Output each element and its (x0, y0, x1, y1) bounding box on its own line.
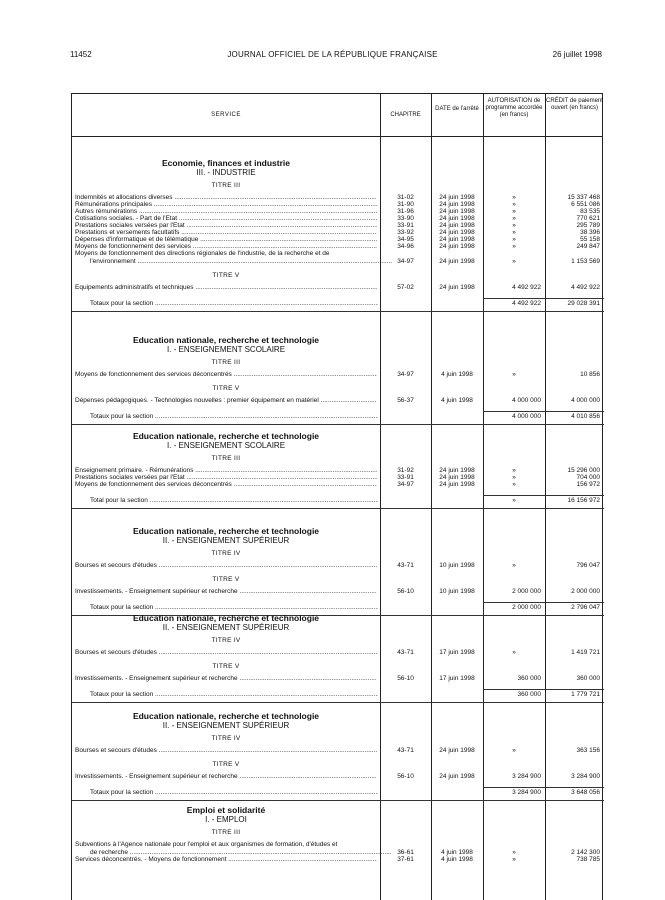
table-row (72, 562, 602, 570)
autorisation-cell: » (512, 258, 516, 265)
credit-cell: 2 000 000 (571, 588, 600, 595)
table-row (72, 675, 602, 683)
titre-heading: TITRE V (212, 385, 240, 392)
table-row-line (72, 250, 602, 258)
date-cell: 24 juin 1998 (439, 747, 475, 754)
credit-cell: 1 419 721 (571, 649, 600, 656)
autorisation-cell: 4 492 922 (512, 284, 541, 291)
service-label: Bourses et secours d'études ..... (75, 747, 377, 755)
autorisation-cell: » (512, 481, 516, 488)
titre-heading: TITRE IV (211, 637, 241, 644)
titre-heading: TITRE IV (211, 550, 241, 557)
table-body (72, 136, 602, 900)
total-label: Totaux pour la section ..... (90, 691, 378, 699)
autorisation-cell: » (512, 194, 516, 201)
date-cell: 24 juin 1998 (439, 474, 475, 481)
credit-cell: 156 972 (576, 481, 600, 488)
credit-cell: 83 535 (580, 208, 600, 215)
total-label: Totaux pour la section ..... (90, 789, 378, 797)
chapitre-cell: 56-10 (397, 588, 414, 595)
autorisation-cell: » (512, 747, 516, 754)
section-subtitle: III. - INDUSTRIE (196, 168, 256, 177)
date-cell: 4 juin 1998 (441, 849, 473, 856)
chapitre-cell: 31-02 (397, 194, 414, 201)
date-cell: 24 juin 1998 (439, 243, 475, 250)
section-rule (72, 508, 604, 509)
credit-cell: 704 000 (576, 474, 600, 481)
col-chapitre: CHAPITRE (390, 112, 421, 118)
service-label: Cotisations sociales. - Part de l'Etat ..... (75, 215, 377, 223)
total-rule (483, 411, 604, 412)
table-row-line (72, 841, 602, 849)
autorisation-cell: » (512, 474, 516, 481)
date-cell: 10 juin 1998 (439, 588, 475, 595)
section-total (72, 789, 602, 797)
titre-heading: TITRE V (212, 576, 240, 583)
autorisation-cell: » (512, 371, 516, 378)
section-heading (72, 613, 380, 633)
total-credit: 29 028 391 (567, 300, 600, 307)
total-credit: 3 648 056 (571, 789, 600, 796)
autorisation-cell: 3 284 900 (512, 773, 541, 780)
autorisation-cell: » (512, 856, 516, 863)
titre-heading: TITRE V (212, 663, 240, 670)
titre-heading: TITRE V (212, 272, 240, 279)
issue-date: 26 juillet 1998 (552, 50, 602, 59)
service-label: Rémunérations principales ..... (75, 201, 377, 209)
titre-heading: TITRE IV (211, 735, 241, 742)
section-heading (72, 805, 380, 825)
credit-cell: 738 785 (576, 856, 600, 863)
total-label: Totaux pour la section ..... (90, 413, 378, 421)
chapitre-cell: 34-96 (397, 243, 414, 250)
col-date: DATE de l'arrêté (435, 106, 479, 112)
chapitre-cell: 34-97 (397, 371, 414, 378)
col-service: SERVICE (211, 112, 241, 118)
service-label: de recherche ..... (90, 849, 392, 857)
service-label: Moyens de fonctionnement des services ..... (75, 243, 377, 251)
service-label: Indemnités et allocations diverses ..... (75, 194, 377, 202)
credit-cell: 770 621 (576, 215, 600, 222)
journal-title: JOURNAL OFFICIEL DE LA RÉPUBLIQUE FRANÇAISE (227, 50, 438, 59)
autorisation-cell: » (512, 849, 516, 856)
chapitre-cell: 56-10 (397, 773, 414, 780)
autorisation-cell: 4 000 000 (512, 397, 541, 404)
date-cell: 24 juin 1998 (439, 481, 475, 488)
date-cell: 24 juin 1998 (439, 201, 475, 208)
chapitre-cell: 57-02 (397, 284, 414, 291)
chapitre-cell: 37-61 (397, 856, 414, 863)
total-label: Totaux pour la section ..... (90, 300, 378, 308)
titre-heading: TITRE III (211, 182, 241, 189)
service-label: Prestations sociales versées par l'Etat ..... (75, 222, 377, 230)
chapitre-cell: 33-92 (397, 229, 414, 236)
credit-cell: 4 000 000 (571, 397, 600, 404)
chapitre-cell: 34-97 (397, 258, 414, 265)
autorisation-cell: » (512, 649, 516, 656)
service-label: Prestations sociales versées par l'Etat ..... (75, 474, 377, 482)
credit-cell: 363 156 (576, 747, 600, 754)
date-cell: 4 juin 1998 (441, 397, 473, 404)
total-rule (483, 298, 604, 299)
chapitre-cell: 43-71 (397, 562, 414, 569)
table-header (72, 94, 602, 137)
service-label: Investissements. - Enseignement supérieur et recherche ..... (75, 675, 377, 683)
service-label: Autres rémunérations ..... (75, 208, 377, 216)
section-subtitle: II. - ENSEIGNEMENT SUPÉRIEUR (162, 623, 290, 632)
table-row (72, 284, 602, 292)
credit-cell: 360 000 (576, 675, 600, 682)
autorisation-cell: » (512, 467, 516, 474)
table-row (72, 588, 602, 596)
total-autorisation: 3 284 900 (512, 789, 541, 796)
total-autorisation: » (512, 497, 516, 504)
table-row (72, 773, 602, 781)
credits-table (71, 93, 603, 900)
autorisation-cell: » (512, 243, 516, 250)
section-name: Education nationale, recherche et technologie (132, 613, 320, 623)
section-heading (72, 158, 380, 178)
section-name: Education nationale, recherche et technologie (132, 335, 320, 345)
section-subtitle: I. - ENSEIGNEMENT SCOLAIRE (166, 345, 286, 354)
autorisation-cell: » (512, 201, 516, 208)
total-autorisation: 4 000 000 (512, 413, 541, 420)
total-rule (483, 689, 604, 690)
date-cell: 24 juin 1998 (439, 222, 475, 229)
date-cell: 24 juin 1998 (439, 467, 475, 474)
credit-cell: 10 856 (580, 371, 600, 378)
page-header (0, 50, 665, 64)
section-heading (72, 335, 380, 355)
chapitre-cell: 34-95 (397, 236, 414, 243)
total-credit: 1 779 721 (571, 691, 600, 698)
chapitre-cell: 33-90 (397, 215, 414, 222)
section-rule (72, 424, 604, 425)
service-label: Moyens de fonctionnement des services déconcentrés ..... (75, 371, 377, 379)
chapitre-cell: 56-37 (397, 397, 414, 404)
credit-cell: 1 153 569 (571, 258, 600, 265)
section-name: Education nationale, recherche et technologie (132, 431, 320, 441)
total-autorisation: 4 492 922 (512, 300, 541, 307)
date-cell: 24 juin 1998 (439, 258, 475, 265)
col-credit: CRÉDIT de paiement ouvert (en francs) (546, 98, 603, 111)
section-total (72, 413, 602, 421)
autorisation-cell: » (512, 215, 516, 222)
autorisation-cell: » (512, 222, 516, 229)
credit-cell: 4 492 922 (571, 284, 600, 291)
table-row (72, 258, 602, 266)
total-autorisation: 360 000 (517, 691, 541, 698)
date-cell: 24 juin 1998 (439, 215, 475, 222)
service-label: Moyens de fonctionnement des directions régionales de l'industrie, de la recherche et de (75, 250, 330, 257)
service-label: Bourses et secours d'études ..... (75, 649, 377, 657)
date-cell: 24 juin 1998 (439, 194, 475, 201)
date-cell: 4 juin 1998 (441, 856, 473, 863)
chapitre-cell: 56-10 (397, 675, 414, 682)
credit-cell: 6 551 086 (571, 201, 600, 208)
credit-cell: 15 296 000 (567, 467, 600, 474)
service-label: l'environnement ..... (90, 258, 392, 266)
table-row (72, 397, 602, 405)
credit-cell: 796 047 (576, 562, 600, 569)
autorisation-cell: » (512, 229, 516, 236)
total-autorisation: 2 000 000 (512, 604, 541, 611)
titre-heading: TITRE III (211, 829, 241, 836)
date-cell: 24 juin 1998 (439, 773, 475, 780)
service-label: Bourses et secours d'études ..... (75, 562, 377, 570)
credit-cell: 55 158 (580, 236, 600, 243)
date-cell: 17 juin 1998 (439, 649, 475, 656)
col-autorisation: AUTORISATION de programme accordée (en francs) (485, 98, 543, 118)
credit-cell: 249 847 (576, 243, 600, 250)
chapitre-cell: 31-90 (397, 201, 414, 208)
section-subtitle: I. - ENSEIGNEMENT SCOLAIRE (166, 441, 286, 450)
section-heading (72, 526, 380, 546)
service-label: Enseignement primaire. - Rémunérations ..... (75, 467, 377, 475)
page-number: 11452 (70, 50, 92, 59)
date-cell: 24 juin 1998 (439, 208, 475, 215)
autorisation-cell: » (512, 208, 516, 215)
chapitre-cell: 33-91 (397, 474, 414, 481)
service-label: Investissements. - Enseignement supérieur et recherche ..... (75, 588, 377, 596)
autorisation-cell: » (512, 562, 516, 569)
section-total (72, 604, 602, 612)
date-cell: 10 juin 1998 (439, 562, 475, 569)
date-cell: 17 juin 1998 (439, 675, 475, 682)
chapitre-cell: 34-97 (397, 481, 414, 488)
credit-cell: 295 789 (576, 222, 600, 229)
table-row (72, 371, 602, 379)
total-credit: 16 156 972 (567, 497, 600, 504)
date-cell: 4 juin 1998 (441, 371, 473, 378)
total-rule (483, 787, 604, 788)
total-rule (483, 495, 604, 496)
table-row (72, 649, 602, 657)
total-credit: 2 796 047 (571, 604, 600, 611)
chapitre-cell: 31-92 (397, 467, 414, 474)
section-subtitle: II. - ENSEIGNEMENT SUPÉRIEUR (162, 536, 290, 545)
section-subtitle: II. - ENSEIGNEMENT SUPÉRIEUR (162, 721, 290, 730)
section-rule (72, 800, 604, 801)
service-label: Dépenses d'informatique et de télématique ..... (75, 236, 377, 244)
service-label: Prestations et versements facultatifs ..... (75, 229, 377, 237)
section-rule (72, 702, 604, 703)
total-credit: 4 010 856 (571, 413, 600, 420)
date-cell: 24 juin 1998 (439, 229, 475, 236)
service-label: Equipements administratifs et techniques ..... (75, 284, 377, 292)
titre-heading: TITRE III (211, 359, 241, 366)
total-label: Total pour la section ..... (90, 497, 378, 505)
section-heading (72, 711, 380, 731)
credit-cell: 3 284 900 (571, 773, 600, 780)
autorisation-cell: » (512, 236, 516, 243)
total-label: Totaux pour la section ..... (90, 604, 378, 612)
section-total (72, 300, 602, 308)
date-cell: 24 juin 1998 (439, 284, 475, 291)
autorisation-cell: 2 000 000 (512, 588, 541, 595)
total-rule (483, 602, 604, 603)
service-label: Investissements. - Enseignement supérieur et recherche ..... (75, 773, 377, 781)
section-name: Economie, finances et industrie (161, 158, 290, 168)
section-total (72, 497, 602, 505)
credit-cell: 2 142 300 (571, 849, 600, 856)
section-name: Emploi et solidarité (186, 805, 266, 815)
section-total (72, 691, 602, 699)
section-name: Education nationale, recherche et technologie (132, 711, 320, 721)
titre-heading: TITRE V (212, 761, 240, 768)
credit-cell: 15 337 468 (567, 194, 600, 201)
table-row (72, 856, 602, 864)
section-name: Education nationale, recherche et technologie (132, 526, 320, 536)
service-label: Services déconcentrés. - Moyens de fonctionnement ..... (75, 856, 377, 864)
chapitre-cell: 43-71 (397, 649, 414, 656)
section-heading (72, 431, 380, 451)
chapitre-cell: 33-91 (397, 222, 414, 229)
date-cell: 24 juin 1998 (439, 236, 475, 243)
section-rule (72, 311, 604, 312)
chapitre-cell: 43-71 (397, 747, 414, 754)
service-label: Subventions à l'Agence nationale pour l'emploi et aux organismes de formation, d'études et (75, 841, 338, 848)
chapitre-cell: 31-96 (397, 208, 414, 215)
credit-cell: 38 396 (580, 229, 600, 236)
titre-heading: TITRE III (211, 455, 241, 462)
section-subtitle: I. - EMPLOI (205, 815, 247, 824)
table-row (72, 747, 602, 755)
autorisation-cell: 360 000 (517, 675, 541, 682)
chapitre-cell: 36-61 (397, 849, 414, 856)
service-label: Dépenses pédagogiques. - Technologies nouvelles : premier équipement en matériel ..... (75, 397, 377, 405)
service-label: Moyens de fonctionnement des services déconcentrés ..... (75, 481, 377, 489)
table-row (72, 481, 602, 489)
